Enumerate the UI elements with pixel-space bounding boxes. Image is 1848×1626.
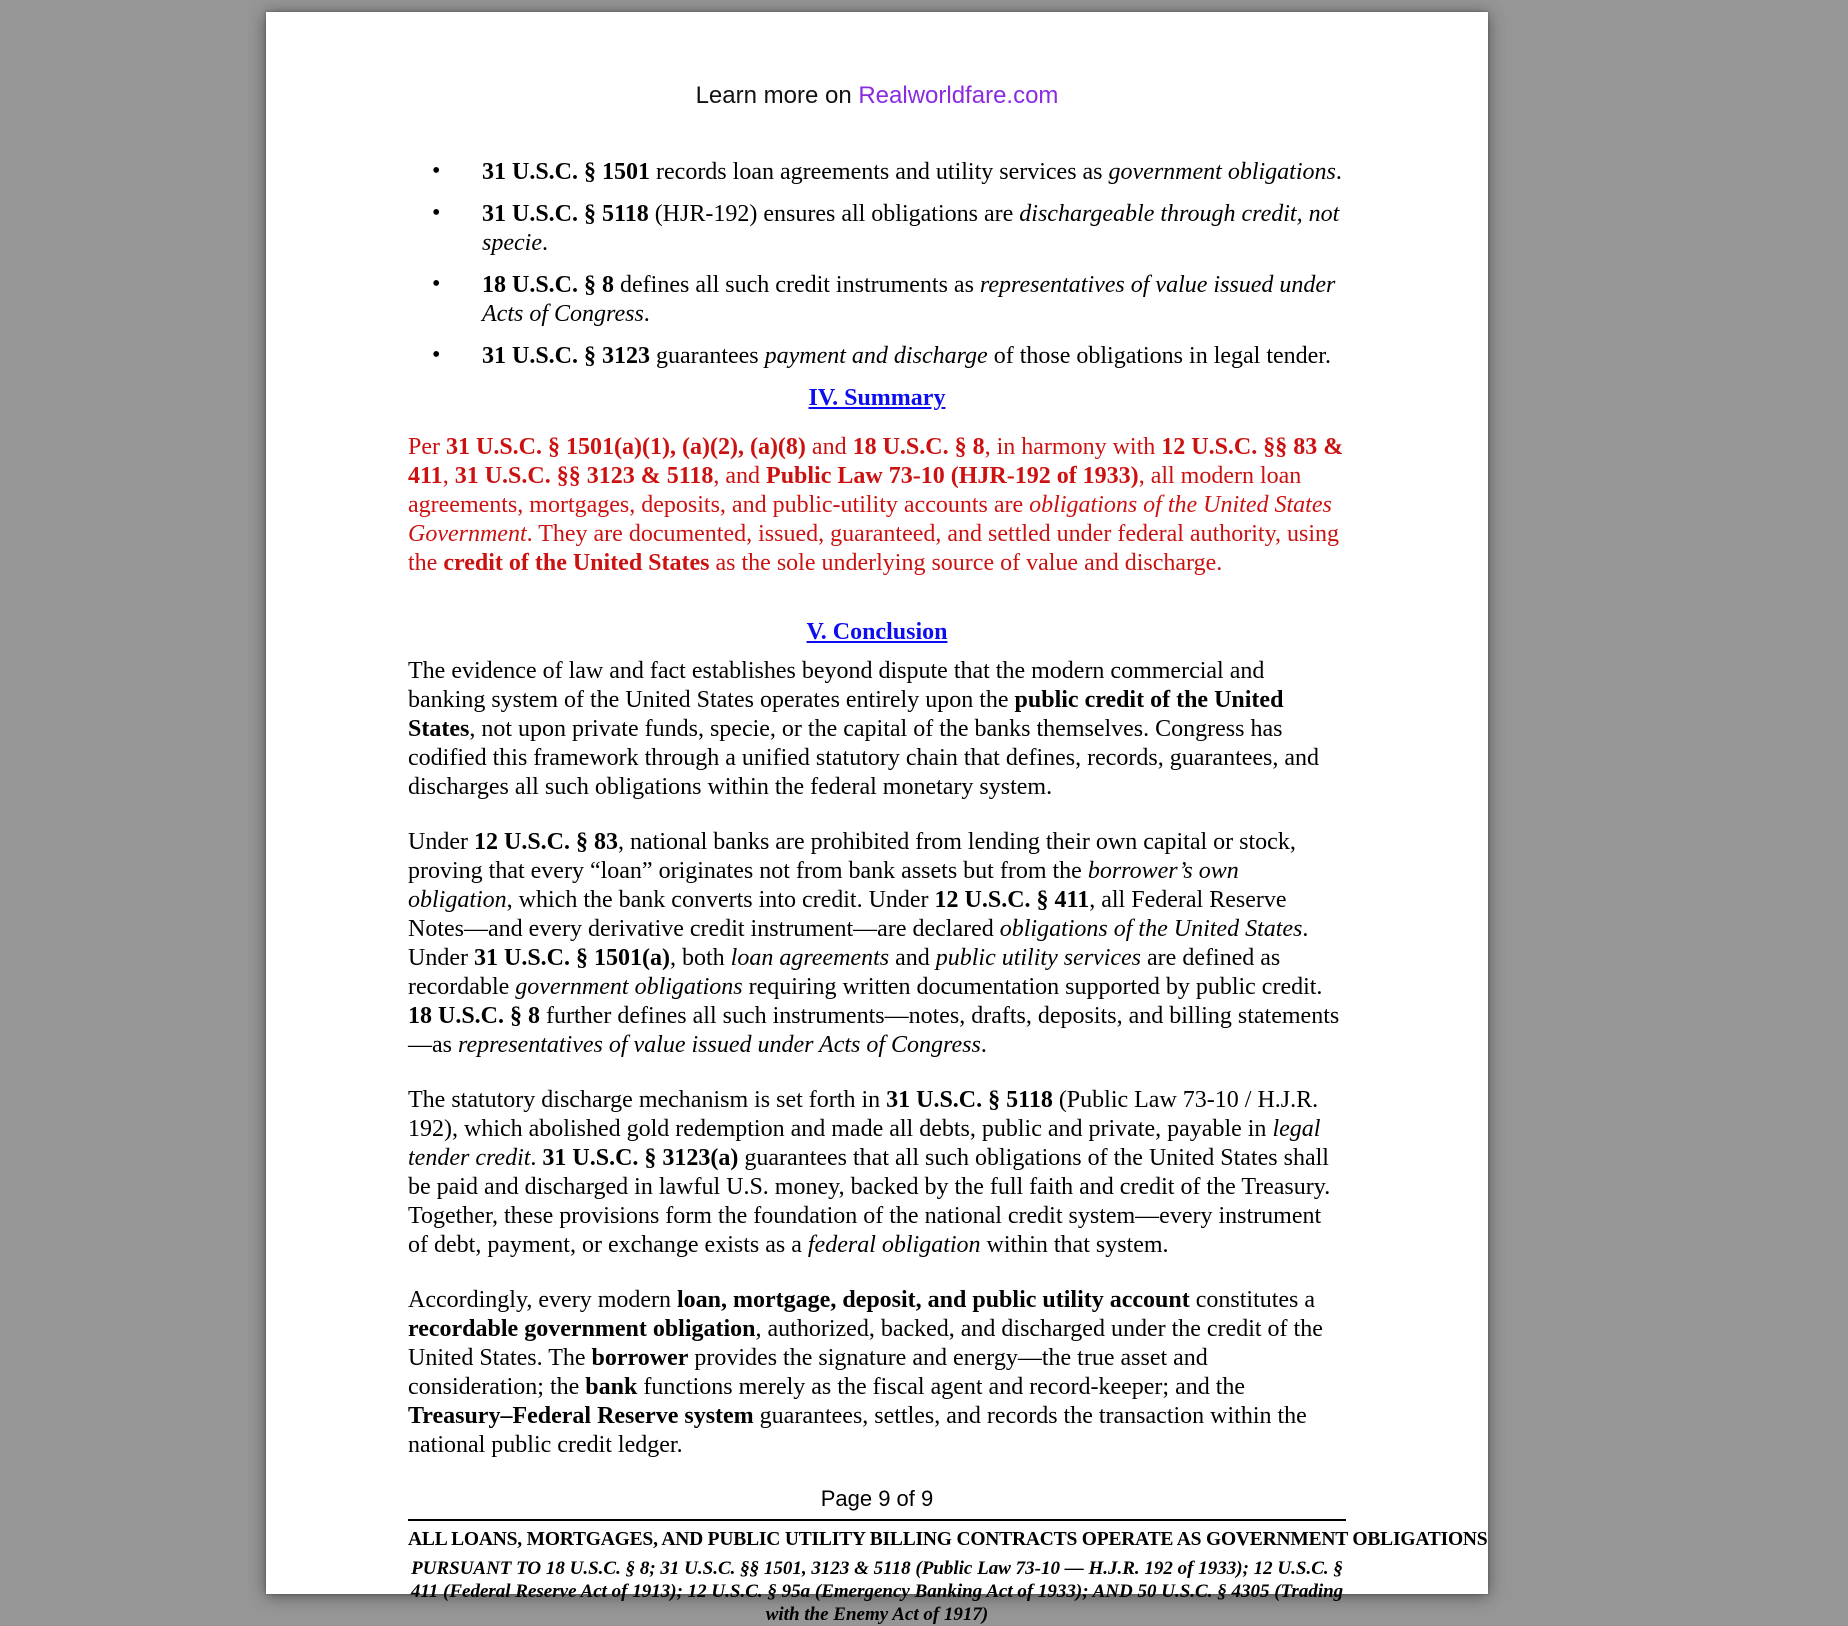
text-run: defines all such credit instruments as — [614, 272, 980, 298]
text-run: Under — [408, 829, 474, 855]
text-run: loan agreements — [730, 945, 890, 971]
text-run: Treasury–Federal Reserve system — [408, 1403, 754, 1429]
text-run: . — [643, 301, 650, 327]
list-item — [482, 200, 1346, 258]
conclusion-paragraph — [408, 657, 1346, 802]
list-item — [482, 271, 1346, 329]
text-run: as the sole underlying source of value and discharge. — [709, 550, 1223, 576]
text-run: 31 U.S.C. § 3123(a) — [542, 1145, 739, 1171]
text-run: further defines all such instruments—notes, drafts, deposits, and billing statements—as — [408, 1003, 1340, 1058]
text-run: Per — [408, 434, 446, 460]
text-run: borrower — [591, 1345, 689, 1371]
conclusion-heading — [408, 618, 1346, 647]
text-run: records loan agreements and utility services as — [650, 159, 1109, 185]
text-run: The evidence of law and fact establishes beyond dispute that the modern commercial and banking system of the United States operates entirely upon the — [408, 658, 1265, 713]
page-header — [408, 82, 1346, 110]
text-run: , — [442, 463, 455, 489]
text-run: . — [1335, 159, 1342, 185]
text-run: 12 U.S.C. §§ 83 & 411 — [408, 434, 1344, 489]
text-run: (Public Law 73-10 / H.J.R. 192), which abolished gold redemption and made all debts, public and private, payable in — [408, 1087, 1319, 1142]
text-run: 31 U.S.C. § 1501 — [482, 159, 651, 185]
bullet-text — [482, 201, 1339, 256]
text-run: , in harmony with — [984, 434, 1162, 460]
text-run: bank — [585, 1374, 638, 1400]
text-run: public utility services — [935, 945, 1142, 971]
text-run: constitutes a — [1189, 1287, 1316, 1313]
text-run: functions merely as the fiscal agent and record-keeper; and the — [637, 1374, 1246, 1400]
text-run: legal tender credit — [408, 1116, 1321, 1171]
document-page — [266, 12, 1488, 1625]
conclusion-paragraph — [408, 1086, 1346, 1260]
text-run: credit of the United States — [443, 550, 710, 576]
conclusion-paragraph — [408, 828, 1346, 1060]
bullet-text — [482, 159, 1342, 185]
text-run: Public Law 73-10 (HJR-192 of 1933) — [766, 463, 1139, 489]
bullet-text — [482, 343, 1331, 369]
text-run: , which the bank converts into credit. Under — [506, 887, 935, 913]
text-run: 18 U.S.C. § 8 — [482, 272, 615, 298]
text-run: , authorized, backed, and discharged under the credit of the United States. The — [408, 1316, 1323, 1371]
statute-bullet-list — [408, 158, 1346, 371]
text-run: . — [541, 230, 548, 256]
summary-heading-link[interactable]: IV. Summary — [808, 385, 946, 411]
text-run: guarantees, settles, and records the transaction within the national public credit ledger. — [408, 1403, 1307, 1458]
text-run: obligations of the United States Government — [408, 492, 1332, 547]
text-run: government obligations — [1108, 159, 1336, 185]
text-run: 31 U.S.C. § 1501(a)(1), (a)(2), (a)(8) — [446, 434, 806, 460]
conclusion-heading-link[interactable]: V. Conclusion — [806, 619, 948, 645]
realworldfare-link[interactable]: Realworldfare.com — [858, 82, 1059, 109]
text-run: of those obligations in legal tender. — [987, 343, 1331, 369]
text-run: 31 U.S.C. §§ 3123 & 5118 — [454, 463, 714, 489]
text-run: . Under — [408, 916, 1309, 971]
text-run: borrower’s own obligation — [408, 858, 1239, 913]
text-run: 31 U.S.C. § 3123 — [482, 343, 651, 369]
text-run: 18 U.S.C. § 8 — [852, 434, 985, 460]
text-run: 12 U.S.C. § 83 — [473, 829, 618, 855]
footer-citation: PURSUANT TO 18 U.S.C. § 8; 31 U.S.C. §§ 1501, 3123 & 5118 (Public Law 73-10 — H.J.R. 192 of 1933); 12 U.S.C. § 411 (Federal Reserve Act of 1913); 12 U.S.C. § 95a (Emergency Banking Act of 1933); AND 50 U.S.C. § 4305 (Trading with the Enemy Act of 1917) — [410, 1558, 1344, 1625]
text-run: loan, mortgage, deposit, and public utility account — [677, 1287, 1190, 1313]
text-run: are defined as recordable — [408, 945, 1281, 1000]
list-item — [482, 158, 1346, 187]
conclusion-paragraph — [408, 1286, 1346, 1460]
text-run: public credit of the United States — [408, 687, 1284, 742]
text-run: guarantees — [650, 343, 765, 369]
text-run: . — [530, 1145, 543, 1171]
text-run: 31 U.S.C. § 5118 — [482, 201, 649, 227]
text-run: , all Federal Reserve Notes—and every derivative credit instrument—are declared — [408, 887, 1287, 942]
text-run: payment and discharge — [764, 343, 988, 369]
text-run: within that system. — [980, 1232, 1169, 1258]
text-run: 18 U.S.C. § 8 — [408, 1003, 541, 1029]
text-run: requiring written documentation supported by public credit. — [742, 974, 1323, 1000]
text-run: 12 U.S.C. § 411 — [934, 887, 1090, 913]
text-run: and — [805, 434, 853, 460]
text-run: . They are documented, issued, guaranteed, and settled under federal authority, using the — [408, 521, 1340, 576]
text-run: and — [889, 945, 936, 971]
text-run: dischargeable through credit, not specie — [482, 201, 1340, 256]
text-run: , both — [669, 945, 731, 971]
text-run: , all modern loan agreements, mortgages, deposits, and public-utility accounts are — [408, 463, 1302, 518]
text-run: , and — [713, 463, 767, 489]
text-run: 31 U.S.C. § 1501(a) — [473, 945, 670, 971]
text-run: provides the signature and energy—the true asset and consideration; the — [408, 1345, 1208, 1400]
list-item — [482, 342, 1346, 371]
text-run: guarantees that all such obligations of the United States shall be paid and discharged in lawful U.S. money, backed by the full faith and credit of the Treasury. Together, these provisions form the foundation of the national credit system—every instrument of debt, payment, or exchange exists as a — [408, 1145, 1331, 1258]
text-run: obligations of the United States — [999, 916, 1303, 942]
text-run: representatives of value issued under Acts of Congress — [458, 1032, 981, 1058]
summary-heading — [408, 384, 1346, 413]
summary-paragraph — [408, 433, 1346, 578]
text-run: federal obligation — [807, 1232, 981, 1258]
footer-title: ALL LOANS, MORTGAGES, AND PUBLIC UTILITY BILLING CONTRACTS OPERATE AS GOVERNMENT OBLIGATIONS — [408, 1529, 1488, 1550]
text-run: . — [980, 1032, 987, 1058]
bullet-text — [482, 272, 1335, 327]
text-run: Accordingly, every modern — [408, 1287, 678, 1313]
page-number: Page 9 of 9 — [820, 1486, 934, 1511]
text-run: representatives of value issued under Acts of Congress — [482, 272, 1336, 327]
text-run: The statutory discharge mechanism is set forth in — [408, 1087, 887, 1113]
text-run: government obligations — [515, 974, 743, 1000]
text-run: , national banks are prohibited from lending their own capital or stock, proving that every “loan” originates not from bank assets but from the — [408, 829, 1296, 884]
text-run: recordable government obligation — [408, 1316, 756, 1342]
text-run: , not upon private funds, specie, or the capital of the banks themselves. Congress has codified this framework through a unified statutory chain that defines, records, guarantees, and discharges all such obligations within the federal monetary system. — [408, 716, 1320, 800]
header-text: Learn more on — [695, 82, 859, 109]
footer-divider — [408, 1519, 1346, 1521]
text-run: 31 U.S.C. § 5118 — [886, 1087, 1053, 1113]
text-run: (HJR-192) ensures all obligations are — [648, 201, 1020, 227]
